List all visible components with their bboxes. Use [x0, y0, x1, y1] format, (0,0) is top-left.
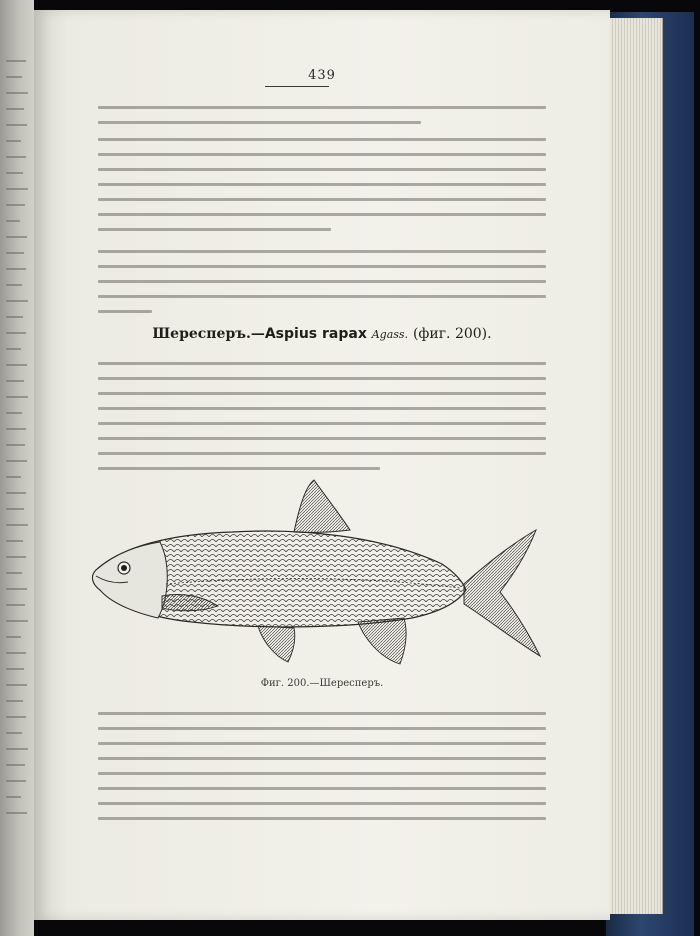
heading-dash: —	[250, 326, 265, 342]
ventral-fin	[258, 626, 295, 662]
dorsal-fin	[294, 480, 350, 532]
paragraph-egg-count	[98, 138, 546, 243]
page-edges	[604, 18, 663, 914]
fish-illustration	[62, 472, 542, 672]
heading-figure-ref: (фиг. 200).	[412, 326, 492, 342]
left-page-edge	[0, 0, 34, 936]
paragraph-description	[98, 362, 546, 482]
heading-author: Agass.	[371, 328, 409, 341]
paragraph-habitat	[98, 712, 546, 832]
section-heading	[34, 326, 610, 342]
figure-caption: Фиг. 200.—Шересперъ.	[260, 678, 384, 689]
heading-latin-name: Aspius rapax	[264, 326, 367, 342]
anal-fin	[358, 618, 406, 664]
paragraph-sale	[98, 250, 546, 325]
book-page	[34, 10, 610, 920]
fish-pupil	[121, 565, 127, 571]
heading-title: Шересперъ.	[152, 326, 251, 342]
tail-fin	[464, 530, 540, 656]
page-number-rule	[265, 86, 329, 87]
page-number: 439	[308, 68, 336, 83]
paragraph-spawning-temperature	[98, 106, 546, 136]
